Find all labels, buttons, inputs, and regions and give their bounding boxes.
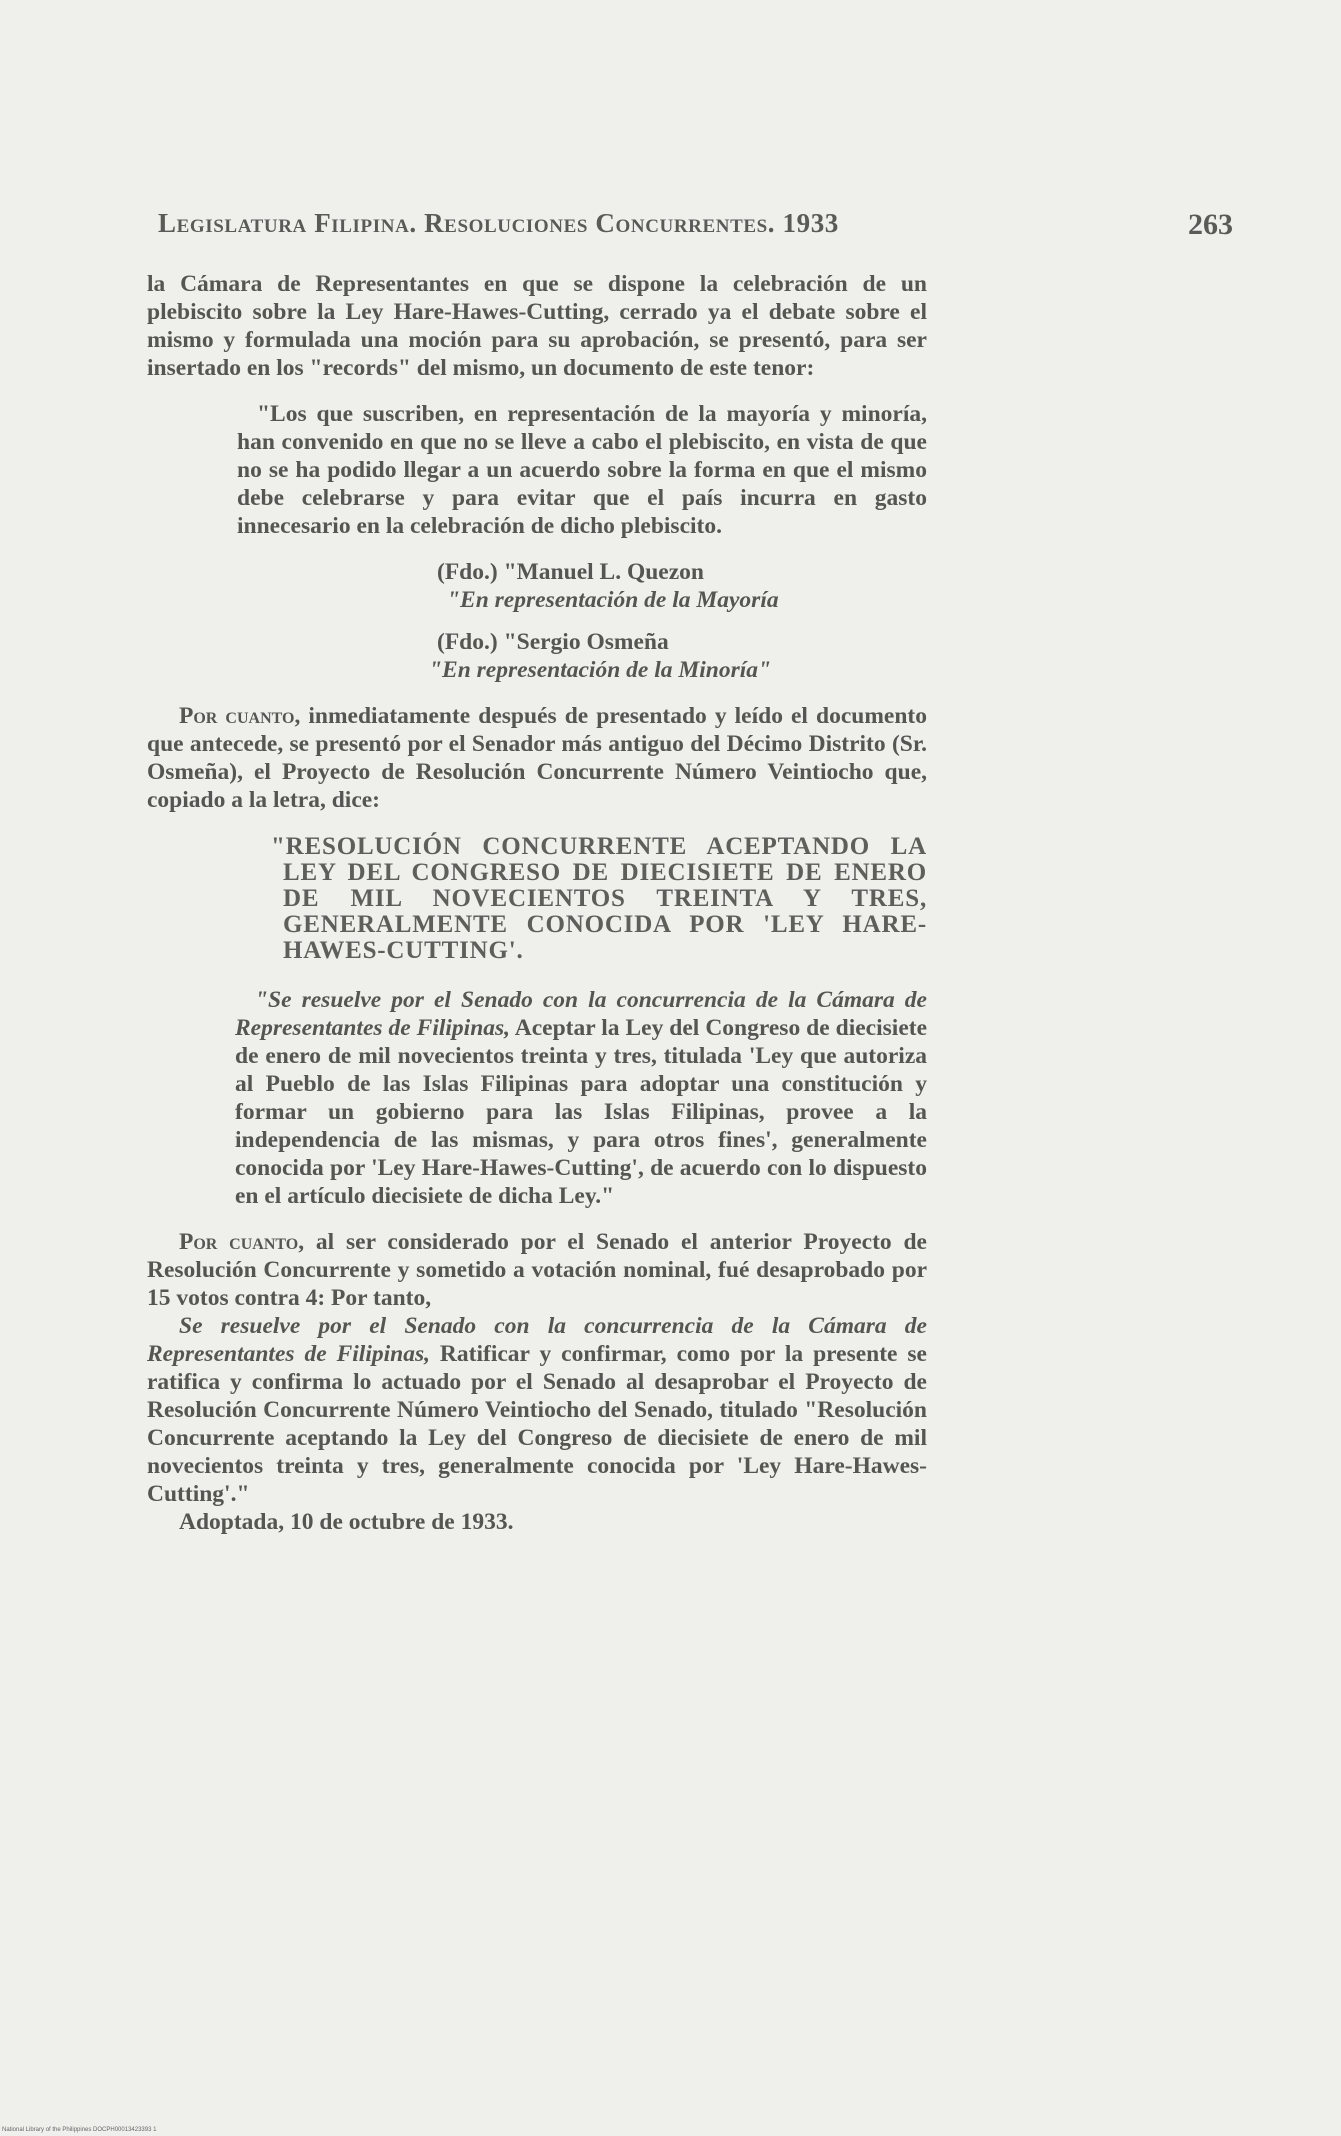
paragraph-2	[147, 702, 927, 814]
paragraph-4-italic: Se resuelve por el Senado con la concurrencia de la Cámara de Representantes de Filipinas,	[147, 1313, 927, 1367]
resolution-body-italic: "Se resuelve por el Senado con la concurrencia de la Cámara de Representantes de Filipinas,	[235, 987, 927, 1041]
resolution-body-text: Aceptar la Ley del Congreso de diecisiete de enero de mil novecientos treinta y tres, titulada 'Ley que autoriza al Pueblo de las Islas Filipinas para adoptar una constitución y formar un gobierno para las Islas Filipinas, provee a la independencia de las mismas, y para otros fines', generalmente conocida por 'Ley Hare-Hawes-Cutting', de acuerdo con lo dispuesto en el artículo diecisiete de dicha Ley."	[235, 1015, 927, 1209]
resolution-body	[235, 986, 927, 1210]
paragraph-2-text: inmediatamente después de presentado y leído el documento que antecede, se presentó por el Senador más antiguo del Décimo Distrito (Sr. Osmeña), el Proyecto de Resolución Concurrente Número Veintiocho que, copiado a la letra, dice:	[147, 703, 927, 813]
paragraph-4	[147, 1312, 927, 1508]
page-number: 263	[1188, 208, 1233, 241]
signature-name-line: (Fdo.) "Manuel L. Quezon	[437, 559, 704, 585]
resolution-title: "RESOLUCIÓN CONCURRENTE ACEPTANDO LA LEY DEL CONGRESO DE DIECISIETE DE ENERO DE MIL NOVECIENTOS TREINTA Y TRES, GENERALMENTE CONOCIDA POR 'LEY HARE-HAWES-CUTTING'.	[271, 833, 927, 964]
signature-minority	[429, 628, 927, 684]
adopted-date: Adoptada, 10 de octubre de 1933.	[179, 1509, 514, 1535]
paragraph-3-text: al ser considerado por el Senado el anterior Proyecto de Resolución Concurrente y sometido a votación nominal, fué desaprobado por 15 votos contra 4: Por tanto,	[147, 1229, 927, 1311]
signature-majority	[437, 558, 927, 614]
footer-note: National Library of the Philippines DOCPH00013423393 1	[2, 2127, 157, 2133]
paragraph-1: la Cámara de Representantes en que se dispone la celebración de un plebiscito sobre la Ley Hare-Hawes-Cutting, cerrado ya el debate sobre el mismo y formulada una moción para su aprobación, se presentó, para ser insertado en los "records" del mismo, un documento de este tenor:	[147, 271, 927, 381]
signature-role: "En representación de la Minoría"	[429, 657, 772, 683]
signature-role: "En representación de la Mayoría	[447, 587, 779, 613]
por-cuanto-lead: Por cuanto,	[179, 1229, 305, 1255]
running-title: Legislatura Filipina. Resoluciones Concurrentes. 1933	[158, 208, 839, 238]
page-header	[158, 208, 1233, 248]
paragraph-3	[147, 1228, 927, 1312]
paragraph-4-text: Ratificar y confirmar, como por la presente se ratifica y confirma lo actuado por el Senado al desaprobar el Proyecto de Resolución Concurrente Número Veintiocho del Senado, titulado "Resolución Concurrente aceptando la Ley del Congreso de diecisiete de enero de mil novecientos treinta y tres, generalmente conocida por 'Ley Hare-Hawes-Cutting'."	[147, 1341, 927, 1507]
por-cuanto-lead: Por cuanto,	[179, 703, 301, 729]
quote-1: "Los que suscriben, en representación de la mayoría y minoría, han convenido en que no se lleve a cabo el plebiscito, en vista de que no se ha podido llegar a un acuerdo sobre la forma en que el mismo debe celebrarse y para evitar que el país incurra en gasto innecesario en la celebración de dicho plebiscito.	[237, 401, 927, 539]
body-text	[147, 270, 927, 1536]
signature-name-line: (Fdo.) "Sergio Osmeña	[437, 629, 669, 655]
